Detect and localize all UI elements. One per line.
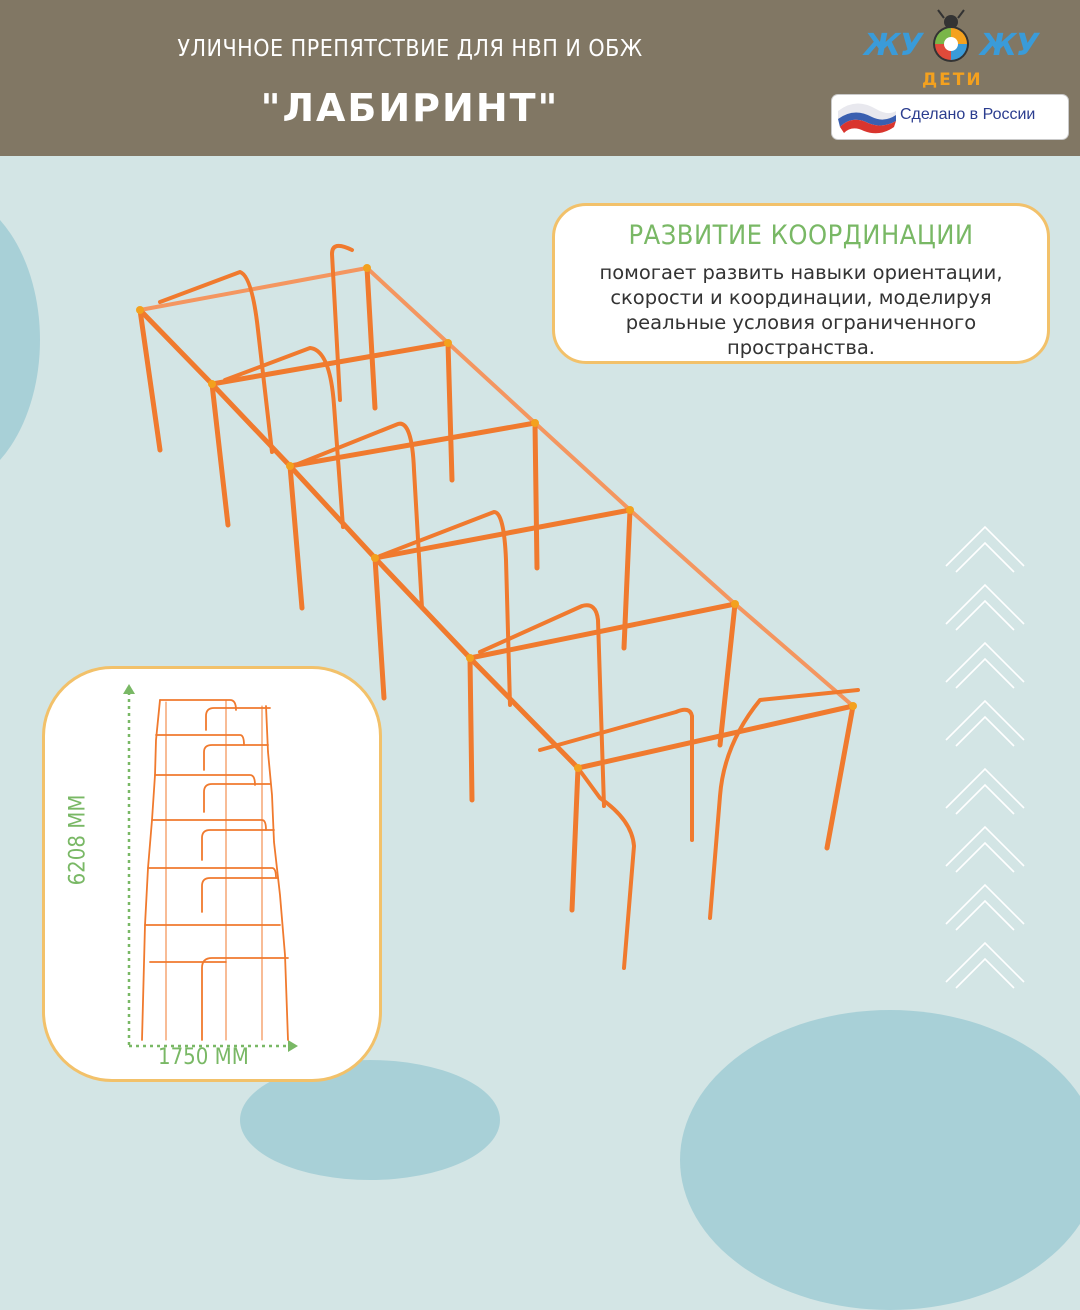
made-in-russia-text: Сделано в России [900, 106, 1036, 123]
header-title: "ЛАБИРИНТ" [260, 86, 560, 130]
coordination-title: РАЗВИТИЕ КООРДИНАЦИИ [628, 220, 974, 251]
width-dimension: 1750 ММ [158, 1045, 249, 1070]
header-subtitle: УЛИЧНОЕ ПРЕПЯТСТВИЕ ДЛЯ НВП И ОБЖ [177, 36, 643, 62]
logo-sub: ДЕТИ [922, 70, 983, 90]
logo-word-left: ЖУ [864, 28, 922, 63]
coordination-description: помогает развить навыки ориентации, скорости и координации, моделируя реальные условия ограниченного пространства. [599, 261, 1003, 359]
logo-word-right: ЖУ [980, 28, 1038, 63]
length-dimension: 6208 ММ [65, 794, 91, 886]
